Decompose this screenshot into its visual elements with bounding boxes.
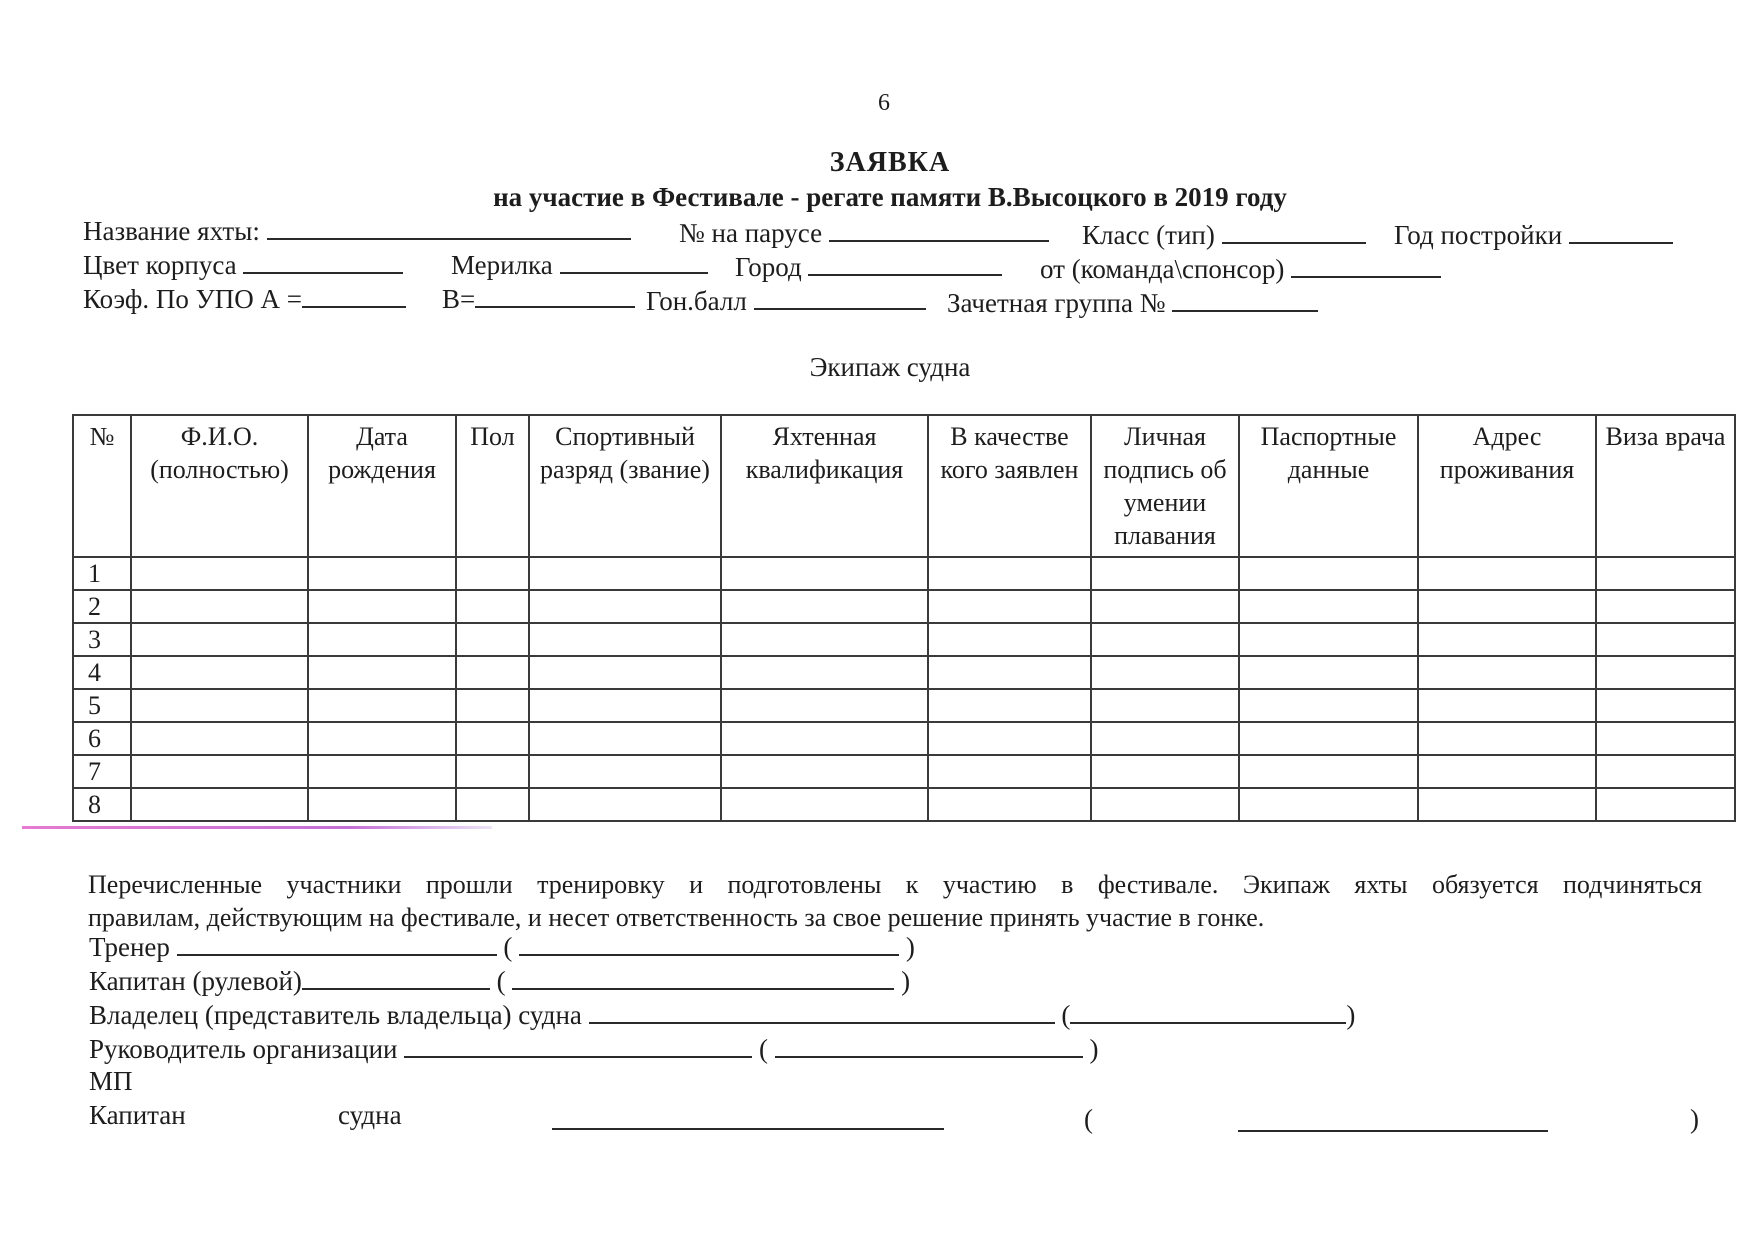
- field-hull-color-label: Цвет корпуса: [83, 250, 237, 280]
- table-cell[interactable]: [308, 557, 456, 590]
- field-build-year-label: Год постройки: [1394, 220, 1563, 250]
- table-cell[interactable]: [1418, 557, 1596, 590]
- table-cell[interactable]: [721, 788, 928, 821]
- coef-upo-blank[interactable]: [302, 282, 406, 308]
- table-cell[interactable]: [1091, 656, 1239, 689]
- field-yacht-name-label: Название яхты:: [83, 216, 260, 246]
- table-cell[interactable]: [308, 590, 456, 623]
- scoring-group-blank[interactable]: [1172, 286, 1318, 312]
- table-cell[interactable]: [529, 689, 721, 722]
- field-measurement-label: Мерилка: [451, 250, 553, 280]
- table-cell[interactable]: [131, 590, 308, 623]
- col-header-role: В качестве кого заявлен: [928, 415, 1091, 557]
- open-paren: (: [759, 1034, 769, 1064]
- crew-title: Экипаж судна: [809, 352, 971, 382]
- stamp-mark: МП: [89, 1066, 133, 1096]
- col-header-sex: Пол: [456, 415, 529, 557]
- table-cell[interactable]: [456, 590, 529, 623]
- table-cell[interactable]: [1091, 590, 1239, 623]
- coach-signature-blank[interactable]: [177, 930, 497, 956]
- table-cell[interactable]: [456, 656, 529, 689]
- table-cell[interactable]: [1596, 557, 1735, 590]
- table-cell[interactable]: [308, 623, 456, 656]
- table-cell[interactable]: [456, 557, 529, 590]
- signature-coach-label: Тренер: [89, 932, 170, 962]
- statement-line-1: Перечисленные участники прошли тренировку и подготовлены к участию в фестивале. Экипаж яхты обязуется подчиняться: [88, 870, 1702, 899]
- table-cell[interactable]: [1596, 722, 1735, 755]
- field-b-value: [442, 282, 635, 315]
- table-cell[interactable]: [529, 590, 721, 623]
- col-header-swim-signature: Личная подпись об умении плавания: [1091, 415, 1239, 557]
- form-title: ЗАЯВКА: [829, 147, 951, 178]
- close-paren: ): [1089, 1034, 1099, 1064]
- ship-captain-signature-blank[interactable]: [552, 1128, 944, 1130]
- table-cell[interactable]: [529, 755, 721, 788]
- form-subtitle: на участие в Фестивале - регате памяти В.Высоцкого в 2019 году: [493, 182, 1287, 212]
- table-cell[interactable]: [928, 722, 1091, 755]
- table-row: [73, 722, 1735, 755]
- coach-name-blank[interactable]: [519, 930, 899, 956]
- ship-captain-name-blank[interactable]: [1238, 1130, 1548, 1132]
- field-race-score-label: Гон.балл: [646, 286, 747, 316]
- signature-owner: [89, 998, 1355, 1031]
- table-cell[interactable]: [928, 755, 1091, 788]
- captain-helm-signature-blank[interactable]: [302, 964, 490, 990]
- table-cell[interactable]: [308, 722, 456, 755]
- table-cell[interactable]: [1239, 623, 1418, 656]
- col-header-medical-visa: Виза врача: [1596, 415, 1735, 557]
- field-coef-upo: [83, 282, 406, 315]
- table-cell[interactable]: [1418, 623, 1596, 656]
- class-type-blank[interactable]: [1222, 218, 1366, 244]
- table-cell[interactable]: [1091, 788, 1239, 821]
- table-cell[interactable]: [1418, 788, 1596, 821]
- table-cell[interactable]: [1418, 656, 1596, 689]
- table-cell[interactable]: [456, 689, 529, 722]
- field-sail-number-label: № на парусе: [679, 218, 823, 248]
- table-cell[interactable]: [308, 656, 456, 689]
- row-number: 3: [73, 623, 131, 656]
- signature-ship-captain-label-1: Капитан: [89, 1100, 186, 1130]
- field-build-year: [1394, 218, 1673, 251]
- signature-org-head: [89, 1032, 1099, 1065]
- captain-helm-name-blank[interactable]: [512, 964, 894, 990]
- sail-number-blank[interactable]: [829, 216, 1049, 242]
- table-cell[interactable]: [131, 755, 308, 788]
- table-cell[interactable]: [1596, 590, 1735, 623]
- col-header-number: №: [73, 415, 131, 557]
- build-year-blank[interactable]: [1569, 218, 1673, 244]
- org-head-signature-blank[interactable]: [404, 1032, 752, 1058]
- field-coef-upo-label: Коэф. По УПО А =: [83, 284, 303, 314]
- table-cell[interactable]: [721, 755, 928, 788]
- owner-signature-blank[interactable]: [589, 998, 1055, 1024]
- open-paren: (: [503, 932, 513, 962]
- table-cell[interactable]: [456, 623, 529, 656]
- table-cell[interactable]: [1596, 755, 1735, 788]
- measurement-blank[interactable]: [560, 248, 708, 274]
- table-cell[interactable]: [456, 788, 529, 821]
- table-cell[interactable]: [1091, 689, 1239, 722]
- table-cell[interactable]: [131, 788, 308, 821]
- row-number: 1: [73, 557, 131, 590]
- table-cell[interactable]: [529, 788, 721, 821]
- table-cell[interactable]: [928, 590, 1091, 623]
- table-cell[interactable]: [1239, 689, 1418, 722]
- table-cell[interactable]: [721, 557, 928, 590]
- table-cell[interactable]: [529, 623, 721, 656]
- table-cell[interactable]: [1596, 656, 1735, 689]
- col-header-birth-date: Дата рождения: [308, 415, 456, 557]
- row-number: 4: [73, 656, 131, 689]
- page-number: 6: [878, 90, 890, 116]
- field-city: [735, 250, 1002, 283]
- field-sail-number: [679, 216, 1049, 249]
- field-hull-color: [83, 248, 403, 281]
- hull-color-blank[interactable]: [243, 248, 403, 274]
- table-cell[interactable]: [131, 557, 308, 590]
- table-cell[interactable]: [928, 623, 1091, 656]
- table-cell[interactable]: [131, 656, 308, 689]
- table-cell[interactable]: [1239, 788, 1418, 821]
- crew-table: [72, 414, 1736, 822]
- row-number: 5: [73, 689, 131, 722]
- table-cell[interactable]: [529, 722, 721, 755]
- row-number: 7: [73, 755, 131, 788]
- table-row: [73, 689, 1735, 722]
- table-cell[interactable]: [131, 623, 308, 656]
- table-cell[interactable]: [529, 557, 721, 590]
- close-paren: ): [1346, 1000, 1356, 1030]
- table-cell[interactable]: [1596, 788, 1735, 821]
- statement-line-2: правилам, действующим на фестивале, и несет ответственность за свое решение принять участие в гонке.: [88, 903, 1265, 932]
- table-cell[interactable]: [1418, 722, 1596, 755]
- field-scoring-group-label: Зачетная группа №: [947, 288, 1166, 318]
- field-team-sponsor-label: от (команда\спонсор): [1040, 254, 1285, 284]
- table-cell[interactable]: [456, 722, 529, 755]
- table-cell[interactable]: [529, 656, 721, 689]
- signature-owner-label: Владелец (представитель владельца) судна: [89, 1000, 582, 1030]
- crew-table-body: [73, 557, 1735, 821]
- table-cell[interactable]: [928, 656, 1091, 689]
- table-row: [73, 656, 1735, 689]
- yacht-name-blank[interactable]: [267, 214, 631, 240]
- table-cell[interactable]: [1596, 623, 1735, 656]
- table-cell[interactable]: [1239, 755, 1418, 788]
- team-sponsor-blank[interactable]: [1291, 252, 1441, 278]
- table-cell[interactable]: [1091, 623, 1239, 656]
- table-row: [73, 557, 1735, 590]
- table-row: [73, 755, 1735, 788]
- table-cell[interactable]: [721, 656, 928, 689]
- open-paren: (: [496, 966, 506, 996]
- row-number: 6: [73, 722, 131, 755]
- field-city-label: Город: [735, 252, 802, 282]
- col-header-yacht-qualification: Яхтенная квалификация: [721, 415, 928, 557]
- close-paren: ): [1690, 1104, 1699, 1134]
- org-head-name-blank[interactable]: [775, 1032, 1083, 1058]
- table-cell[interactable]: [721, 623, 928, 656]
- table-row: [73, 788, 1735, 821]
- table-cell[interactable]: [308, 788, 456, 821]
- field-race-score: [646, 284, 926, 317]
- table-cell[interactable]: [131, 689, 308, 722]
- table-cell[interactable]: [1239, 590, 1418, 623]
- table-cell[interactable]: [1091, 722, 1239, 755]
- table-cell[interactable]: [928, 557, 1091, 590]
- signature-coach: [89, 930, 915, 963]
- table-row: [73, 590, 1735, 623]
- pink-accent-line: [22, 826, 492, 829]
- table-cell[interactable]: [1091, 755, 1239, 788]
- crew-table-header-row: [73, 415, 1735, 557]
- signature-ship-captain-label-2: судна: [338, 1100, 402, 1130]
- statement: [88, 868, 1702, 934]
- signature-org-head-label: Руководитель организации: [89, 1034, 398, 1064]
- table-cell[interactable]: [456, 755, 529, 788]
- field-scoring-group: [947, 286, 1318, 319]
- row-number: 2: [73, 590, 131, 623]
- table-cell[interactable]: [721, 590, 928, 623]
- b-value-blank[interactable]: [475, 282, 635, 308]
- table-cell[interactable]: [1418, 689, 1596, 722]
- race-score-blank[interactable]: [754, 284, 926, 310]
- signature-captain-helm: [89, 964, 910, 997]
- table-cell[interactable]: [1091, 557, 1239, 590]
- table-row: [73, 623, 1735, 656]
- table-cell[interactable]: [1239, 722, 1418, 755]
- open-paren: (: [1061, 1000, 1071, 1030]
- field-yacht-name: [83, 214, 631, 247]
- field-b-value-label: В=: [442, 284, 476, 314]
- col-header-address: Адрес проживания: [1418, 415, 1596, 557]
- table-cell[interactable]: [928, 788, 1091, 821]
- table-cell[interactable]: [308, 689, 456, 722]
- city-blank[interactable]: [808, 250, 1002, 276]
- table-cell[interactable]: [131, 722, 308, 755]
- table-cell[interactable]: [1418, 590, 1596, 623]
- table-cell[interactable]: [308, 755, 456, 788]
- owner-name-blank[interactable]: [1070, 998, 1346, 1024]
- table-cell[interactable]: [721, 689, 928, 722]
- table-cell[interactable]: [721, 722, 928, 755]
- close-paren: ): [901, 966, 911, 996]
- table-cell[interactable]: [1239, 557, 1418, 590]
- field-class-type: [1082, 218, 1366, 251]
- table-cell[interactable]: [928, 689, 1091, 722]
- field-team-sponsor: [1040, 252, 1441, 285]
- open-paren: (: [1084, 1104, 1093, 1134]
- field-measurement: [451, 248, 708, 281]
- signature-captain-helm-label: Капитан (рулевой): [89, 966, 302, 996]
- row-number: 8: [73, 788, 131, 821]
- col-header-sport-rank: Спортивный разряд (звание): [529, 415, 721, 557]
- table-cell[interactable]: [1596, 689, 1735, 722]
- col-header-full-name: Ф.И.О. (полностью): [131, 415, 308, 557]
- table-cell[interactable]: [1418, 755, 1596, 788]
- table-cell[interactable]: [1239, 656, 1418, 689]
- field-class-type-label: Класс (тип): [1082, 220, 1215, 250]
- col-header-passport: Паспортные данные: [1239, 415, 1418, 557]
- close-paren: ): [905, 932, 915, 962]
